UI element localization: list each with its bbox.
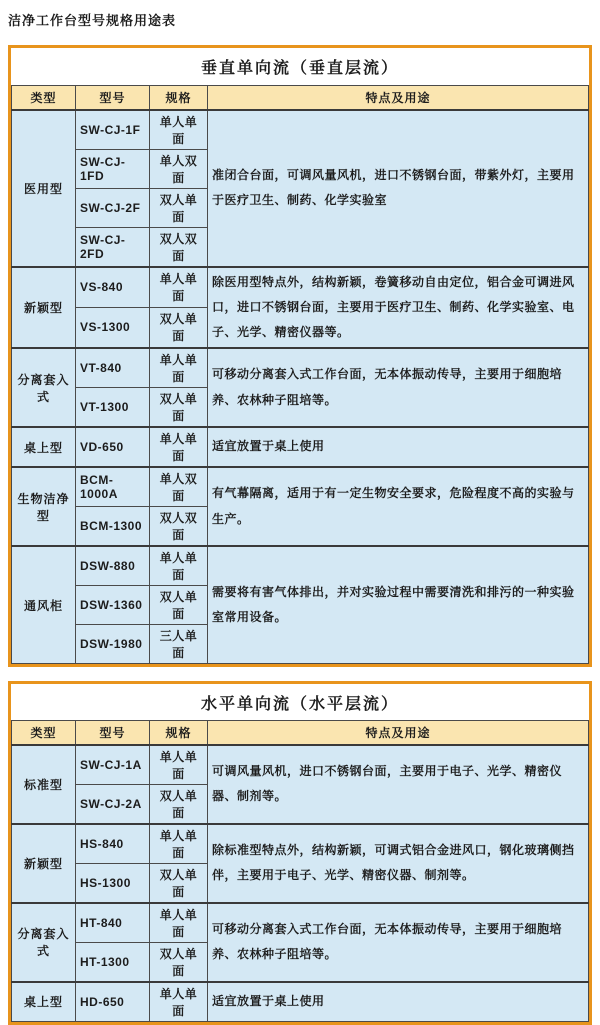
spec-cell: 双人单面: [150, 586, 208, 625]
table-row: [12, 267, 589, 308]
spec-cell: 三人单面: [150, 625, 208, 664]
model-cell: SW-CJ-2F: [76, 188, 150, 227]
table-row: [12, 348, 589, 388]
type-cell: 生物洁净型: [12, 467, 76, 546]
table-title: 垂直单向流（垂直层流）: [11, 48, 589, 85]
type-cell: 新颖型: [12, 267, 76, 349]
spec-cell: 单人单面: [150, 982, 208, 1022]
model-cell: DSW-1360: [76, 586, 150, 625]
model-cell: VT-840: [76, 348, 150, 388]
features-cell: 需要将有害气体排出，并对实验过程中需要清洗和排污的一种实验室常用设备。: [208, 546, 589, 664]
model-cell: SW-CJ-2FD: [76, 227, 150, 267]
model-cell: SW-CJ-2A: [76, 784, 150, 824]
spec-cell: 双人单面: [150, 188, 208, 227]
model-cell: BCM-1300: [76, 507, 150, 547]
spec-cell: 双人双面: [150, 227, 208, 267]
spec-cell: 单人单面: [150, 903, 208, 943]
spec-cell: 双人单面: [150, 942, 208, 982]
type-cell: 通风柜: [12, 546, 76, 664]
model-cell: DSW-880: [76, 546, 150, 586]
column-header: 特点及用途: [208, 721, 589, 745]
features-cell: 适宜放置于桌上使用: [208, 982, 589, 1022]
model-cell: VD-650: [76, 427, 150, 467]
table-row: [12, 824, 589, 864]
type-cell: 医用型: [12, 110, 76, 267]
type-cell: 分离套入式: [12, 348, 76, 427]
model-cell: VS-840: [76, 267, 150, 308]
table-row: [12, 982, 589, 1022]
spec-cell: 单人双面: [150, 467, 208, 507]
type-cell: 分离套入式: [12, 903, 76, 982]
page-title: 洁净工作台型号规格用途表: [8, 13, 177, 28]
spec-cell: 单人单面: [150, 348, 208, 388]
spec-grid: [11, 720, 589, 1022]
model-cell: DSW-1980: [76, 625, 150, 664]
features-cell: 可调风量风机，进口不锈钢台面，主要用于电子、光学、精密仪器、制剂等。: [208, 745, 589, 824]
model-cell: VS-1300: [76, 307, 150, 348]
spec-cell: 单人单面: [150, 824, 208, 864]
type-cell: 新颖型: [12, 824, 76, 903]
header-row: [12, 86, 589, 110]
column-header: 型号: [76, 721, 150, 745]
table-row: [12, 467, 589, 507]
spec-cell: 单人双面: [150, 149, 208, 188]
column-header: 类型: [12, 86, 76, 110]
table-row: [12, 110, 589, 150]
spec-cell: 双人单面: [150, 307, 208, 348]
table-row: [12, 903, 589, 943]
features-cell: 适宜放置于桌上使用: [208, 427, 589, 467]
model-cell: HD-650: [76, 982, 150, 1022]
spec-cell: 单人单面: [150, 546, 208, 586]
model-cell: HS-840: [76, 824, 150, 864]
table-row: [12, 745, 589, 785]
column-header: 规格: [150, 86, 208, 110]
type-cell: 标准型: [12, 745, 76, 824]
spec-cell: 双人单面: [150, 784, 208, 824]
spec-cell: 单人单面: [150, 267, 208, 308]
spec-cell: 单人单面: [150, 427, 208, 467]
model-cell: SW-CJ-1A: [76, 745, 150, 785]
features-cell: 可移动分离套入式工作台面，无本体振动传导，主要用于细胞培养、农林种子阻培等。: [208, 348, 589, 427]
table-row: [12, 546, 589, 586]
spec-cell: 双人单面: [150, 388, 208, 428]
header-row: [12, 721, 589, 745]
type-cell: 桌上型: [12, 982, 76, 1022]
spec-grid: [11, 85, 589, 664]
column-header: 类型: [12, 721, 76, 745]
model-cell: VT-1300: [76, 388, 150, 428]
features-cell: 有气幕隔离，适用于有一定生物安全要求，危险程度不高的实验与生产。: [208, 467, 589, 546]
spec-cell: 单人单面: [150, 110, 208, 150]
table-row: [12, 427, 589, 467]
column-header: 型号: [76, 86, 150, 110]
model-cell: HT-1300: [76, 942, 150, 982]
model-cell: HT-840: [76, 903, 150, 943]
column-header: 规格: [150, 721, 208, 745]
model-cell: HS-1300: [76, 863, 150, 903]
spec-cell: 双人双面: [150, 507, 208, 547]
table-title: 水平单向流（水平层流）: [11, 684, 589, 720]
model-cell: BCM-1000A: [76, 467, 150, 507]
model-cell: SW-CJ-1FD: [76, 149, 150, 188]
spec-cell: 双人单面: [150, 863, 208, 903]
spec-cell: 单人单面: [150, 745, 208, 785]
features-cell: 可移动分离套入式工作台面，无本体振动传导，主要用于细胞培养、农林种子阻培等。: [208, 903, 589, 982]
type-cell: 桌上型: [12, 427, 76, 467]
column-header: 特点及用途: [208, 86, 589, 110]
features-cell: 除标准型特点外，结构新颖，可调式铝合金进风口，钢化玻璃侧挡伴，主要用于电子、光学、精密仪器、制剂等。: [208, 824, 589, 903]
features-cell: 准闭合台面，可调风量风机，进口不锈钢台面，带紫外灯，主要用于医疗卫生、制药、化学实验室: [208, 110, 589, 267]
vertical-flow-table: [8, 45, 592, 667]
features-cell: 除医用型特点外，结构新颖，卷簧移动自由定位，铝合金可调进风口，进口不锈钢台面，主要用于医疗卫生、制药、化学实验室、电子、光学、精密仪器等。: [208, 267, 589, 349]
model-cell: SW-CJ-1F: [76, 110, 150, 150]
horizontal-flow-table: [8, 681, 592, 1025]
